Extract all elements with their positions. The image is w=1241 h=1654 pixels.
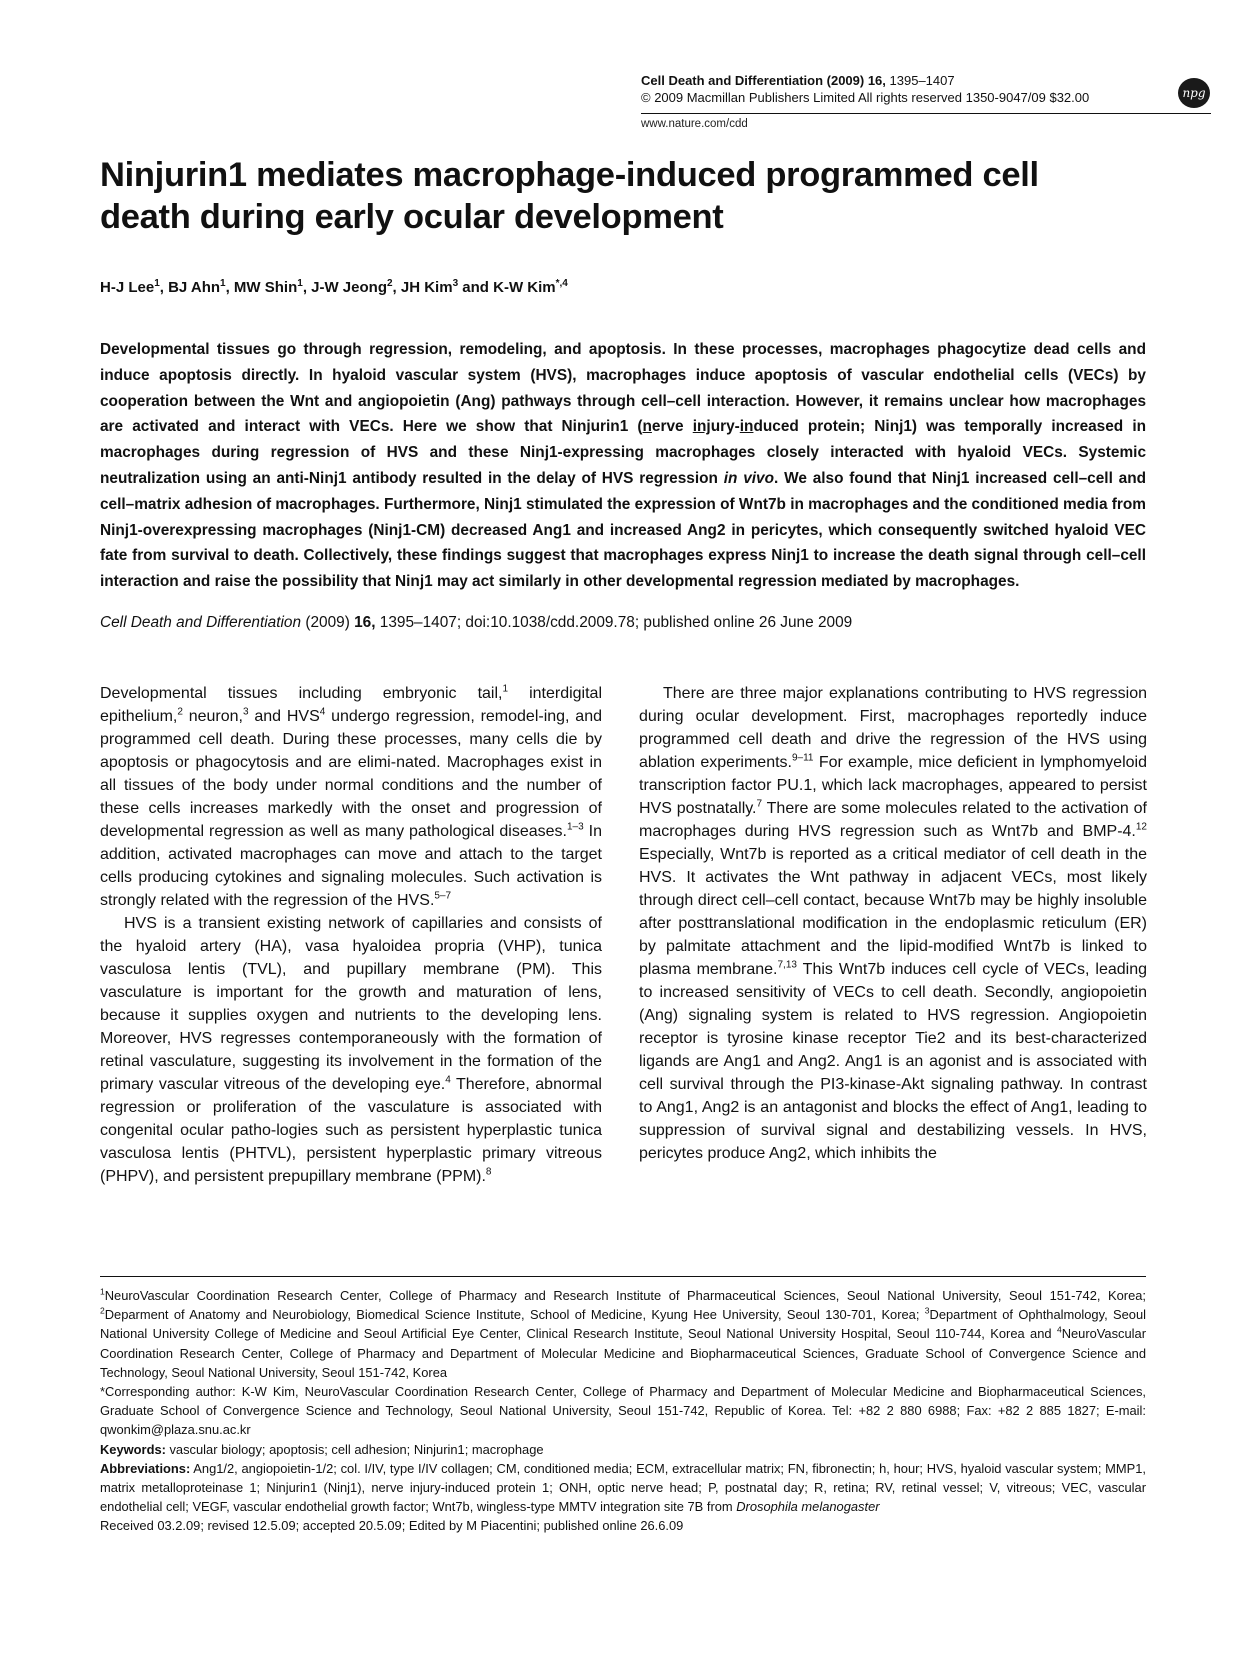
journal-header: [641, 72, 1211, 106]
keywords: Keywords: vascular biology; apoptosis; cell adhesion; Ninjurin1; macrophage: [100, 1441, 544, 1457]
journal-name: Cell Death and Differentiation (2009) 16,: [641, 73, 886, 88]
journal-pages: 1395–1407: [885, 73, 955, 88]
abbreviations: Abbreviations: Ang1/2, angiopoietin-1/2; col. I/IV, type I/IV collagen; CM, conditioned media; ECM, extracellular matrix; FN, fibronectin; h, hour; HVS, hyaloid vascular system; MMP1, matrix metalloproteinase 1; Ninjurin1 (Ninj1), nerve injury-induced protein 1; ONH, optic nerve head; P, postnatal day; R, retina; RV, retinal vessel; V, vitreous; VEC, vascular endothelial cell; VEGF, vascular endothelial growth factor; Wnt7b, wingless-type MMTV integration site 7B from Drosophila melanogaster: [100, 1460, 1146, 1515]
article-title: Ninjurin1 mediates macrophage-induced programmed cell death during early ocular development: [100, 156, 1039, 236]
copyright-line: © 2009 Macmillan Publishers Limited All rights reserved 1350-9047/09 $32.00: [641, 90, 1090, 105]
body-paragraph: Developmental tissues including embryonic tail,$^1$ interdigital epithelium,$^2$ neuron,$^3$ and HVS$^4$ undergo regression, remodel-ing, and programmed cell death. During these processes, many cells die by apoptosis or phagocytosis and are elimi-nated. Macrophages exist in all tissues of the body under normal conditions and the number of these cells increases markedly with the onset and progression of developmental regression as well as many pathological diseases.$^{1-3}$ In addition, activated macrophages can move and attach to the target cells producing cytokines and signaling molecules. Such activation is strongly related with the regression of the HVS.$^{5-7}$: [100, 683, 602, 909]
author-list: H-J Lee$^1$, BJ Ahn$^1$, MW Shin$^1$, J-W Jeong$^2$, JH Kim$^3$ and K-W Kim$^{*,4}$: [100, 278, 568, 296]
body-column-right: [639, 682, 1147, 1165]
body-column-left: [100, 682, 602, 1188]
header-rule: [641, 113, 1211, 114]
journal-url[interactable]: www.nature.com/cdd: [641, 118, 748, 130]
body-paragraph: HVS is a transient existing network of capillaries and consists of the hyaloid artery (HA), vasa hyaloidea propria (VHP), tunica vasculosa lentis (TVL), and pupillary membrane (PM). This vasculature is important for the growth and maturation of lens, because it supplies oxygen and nutrients to the developing lens. Moreover, HVS regresses contemporaneously with the formation of retinal vasculature, suggesting its involvement in the formation of the primary vascular vitreous of the developing eye.$^4$ Therefore, abnormal regression or proliferation of the vasculature is associated with congenital ocular patho-logies such as persistent hyperplastic tunica vasculosa lentis (PHTVL), persistent hyperplastic primary vitreous (PHPV), and persistent prepupillary membrane (PPM).$^8$: [100, 915, 602, 1185]
footnotes: [100, 1286, 1146, 1536]
npg-logo-icon: npg: [1178, 78, 1210, 108]
body-paragraph: There are three major explanations contributing to HVS regression during ocular development. First, macrophages reportedly induce programmed cell death and drive the regression of the HVS using ablation experiments.$^{9-11}$ For example, mice deficient in lymphomyeloid transcription factor PU.1, which lack macrophages, appeared to persist HVS postnatally.$^7$ There are some molecules related to the activation of macrophages during HVS regression such as Wnt7b and BMP-4.12 Especially, Wnt7b is reported as a critical mediator of cell death in the HVS. It activates the Wnt pathway in adjacent VECs, most likely through direct cell–cell contact, because Wnt7b may be highly insoluble after posttranslational modification in the endoplasmic reticulum (ER) by palmitate attachment and the lipid-modified Wnt7b is linked to plasma membrane.$^{7,13}$ This Wnt7b induces cell cycle of VECs, leading to increased sensitivity of VECs to cell death. Secondly, angiopoietin (Ang) signaling system is related to HVS regression. Angiopoietin receptor is tyrosine kinase receptor Tie2 and its best-characterized ligands are Ang1 and Ang2. Ang1 is an agonist and is associated with cell survival through the PI3-kinase-Akt signaling pathway. In contrast to Ang1, Ang2 is an antagonist and blocks the effect of Ang1, leading to suppression of survival signal and destabilizing vessels. In HVS, pericytes produce Ang2, which inhibits the: [639, 685, 1148, 1162]
abstract: Developmental tissues go through regression, remodeling, and apoptosis. In these processes, macrophages phagocytize dead cells and induce apoptosis directly. In hyaloid vascular system (HVS), macrophages induce apoptosis of vascular endothelial cells (VECs) by cooperation between the Wnt and angiopoietin (Ang) pathways through cell–cell interaction. However, it remains unclear how macrophages are activated and interact with VECs. Here we show that Ninjurin1 (nerve injury-induced protein; Ninj1) was temporally increased in macrophages during regression of HVS and these Ninj1-expressing macrophages closely interacted with hyaloid VECs. Systemic neutralization using an anti-Ninj1 antibody resulted in the delay of HVS regression in vivo. We also found that Ninj1 increased cell–cell and cell–matrix adhesion of macrophages. Furthermore, Ninj1 stimulated the expression of Wnt7b in macrophages and the conditioned media from Ninj1-overexpressing macrophages (Ninj1-CM) decreased Ang1 and increased Ang2 in pericytes, which consequently switched hyaloid VEC fate from survival to death. Collectively, these findings suggest that macrophages express Ninj1 to increase the death signal through cell–cell interaction and raise the possibility that Ninj1 may act similarly in other developmental regression mediated by macrophages.: [100, 341, 1147, 591]
article-citation: Cell Death and Differentiation (2009) 16, 1395–1407; doi:10.1038/cdd.2009.78; published online 26 June 2009: [100, 614, 853, 631]
footnote-rule: [100, 1276, 1146, 1277]
affiliations: $^1$NeuroVascular Coordination Research Center, College of Pharmacy and Research Institute of Pharmaceutical Sciences, Seoul National University, Seoul 151-742, Korea; $^2$Deparment of Anatomy and Neurobiology, Biomedical Science Institute, School of Medicine, Kyung Hee University, Seoul 130-701, Korea; $^3$Department of Ophthalmology, Seoul National University College of Medicine and Seoul Artificial Eye Center, Clinical Research Institute, Seoul National University Hospital, Seoul 110-744, Korea and $^4$NeuroVascular Coordination Research Center, College of Pharmacy and Department of Molecular Medicine and Biopharmaceutical Sciences, Graduate School of Convergence Science and Technology, Seoul National University, Seoul 151-742, Korea: [100, 1286, 1146, 1380]
journal-citation-line: [641, 72, 1211, 89]
received-dates: Received 03.2.09; revised 12.5.09; accepted 20.5.09; Edited by M Piacentini; published online 26.6.09: [100, 1518, 684, 1534]
corresponding-author: *Corresponding author: K-W Kim, NeuroVascular Coordination Research Center, College of Pharmacy and Department of Molecular Medicine and Biopharmaceutical Sciences, Graduate School of Convergence Science and Technology, Seoul National University, Seoul 151-742, Republic of Korea. Tel: +82 2 880 6988; Fax: +82 2 885 1827; E-mail: qwonkim@plaza.snu.ac.kr: [100, 1384, 1146, 1438]
